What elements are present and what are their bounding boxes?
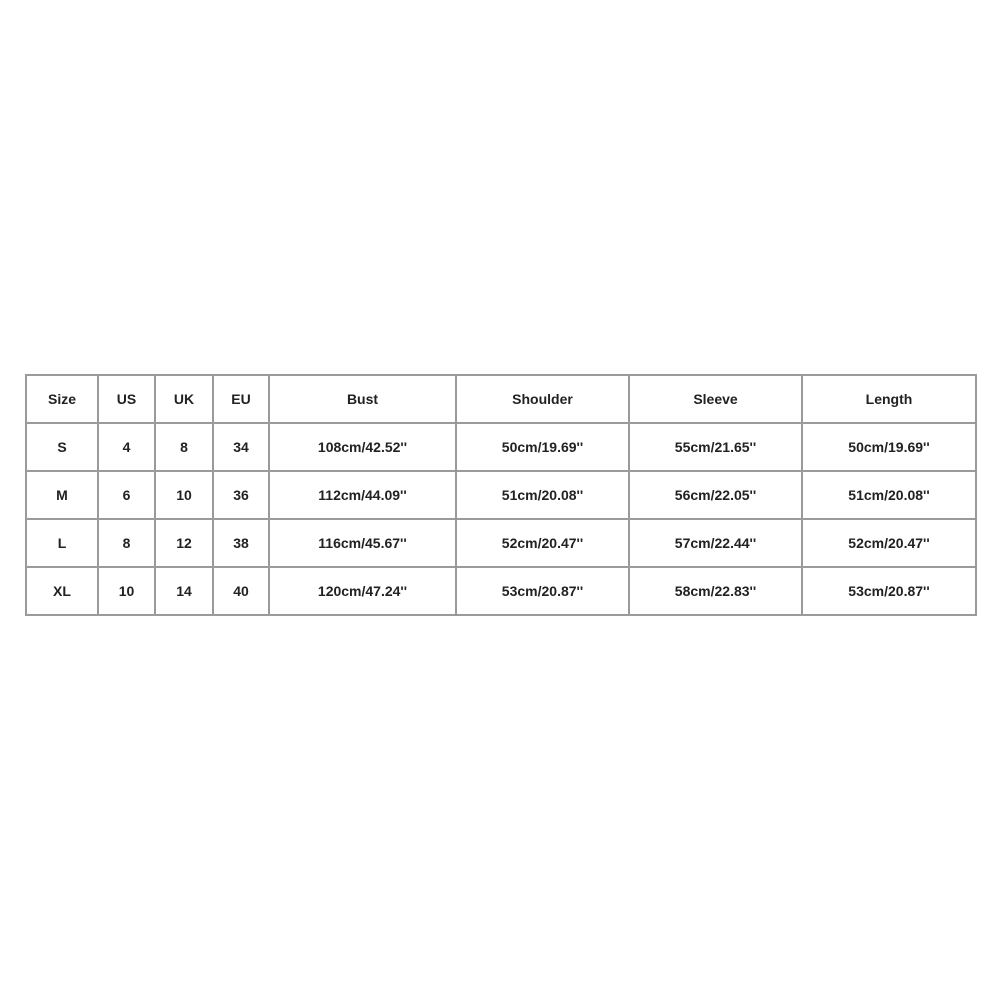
cell-uk: 8	[155, 423, 213, 471]
header-shoulder: Shoulder	[456, 375, 629, 423]
header-sleeve: Sleeve	[629, 375, 802, 423]
cell-sleeve: 58cm/22.83''	[629, 567, 802, 615]
header-eu: EU	[213, 375, 269, 423]
table-row	[26, 519, 976, 567]
cell-length: 53cm/20.87''	[802, 567, 976, 615]
cell-eu: 38	[213, 519, 269, 567]
cell-bust: 108cm/42.52''	[269, 423, 456, 471]
cell-size: L	[26, 519, 98, 567]
cell-length: 51cm/20.08''	[802, 471, 976, 519]
cell-us: 10	[98, 567, 155, 615]
cell-size: XL	[26, 567, 98, 615]
table-row	[26, 567, 976, 615]
cell-uk: 14	[155, 567, 213, 615]
cell-eu: 36	[213, 471, 269, 519]
cell-sleeve: 57cm/22.44''	[629, 519, 802, 567]
header-row	[26, 375, 976, 423]
cell-length: 50cm/19.69''	[802, 423, 976, 471]
table-row	[26, 423, 976, 471]
header-length: Length	[802, 375, 976, 423]
cell-shoulder: 53cm/20.87''	[456, 567, 629, 615]
cell-length: 52cm/20.47''	[802, 519, 976, 567]
cell-sleeve: 56cm/22.05''	[629, 471, 802, 519]
cell-size: M	[26, 471, 98, 519]
cell-eu: 34	[213, 423, 269, 471]
cell-uk: 12	[155, 519, 213, 567]
cell-shoulder: 51cm/20.08''	[456, 471, 629, 519]
size-chart-table	[25, 374, 977, 616]
header-us: US	[98, 375, 155, 423]
header-uk: UK	[155, 375, 213, 423]
cell-us: 8	[98, 519, 155, 567]
header-size: Size	[26, 375, 98, 423]
cell-bust: 112cm/44.09''	[269, 471, 456, 519]
cell-eu: 40	[213, 567, 269, 615]
cell-bust: 120cm/47.24''	[269, 567, 456, 615]
cell-size: S	[26, 423, 98, 471]
cell-uk: 10	[155, 471, 213, 519]
table-row	[26, 471, 976, 519]
cell-bust: 116cm/45.67''	[269, 519, 456, 567]
cell-shoulder: 52cm/20.47''	[456, 519, 629, 567]
cell-sleeve: 55cm/21.65''	[629, 423, 802, 471]
header-bust: Bust	[269, 375, 456, 423]
cell-shoulder: 50cm/19.69''	[456, 423, 629, 471]
cell-us: 4	[98, 423, 155, 471]
cell-us: 6	[98, 471, 155, 519]
